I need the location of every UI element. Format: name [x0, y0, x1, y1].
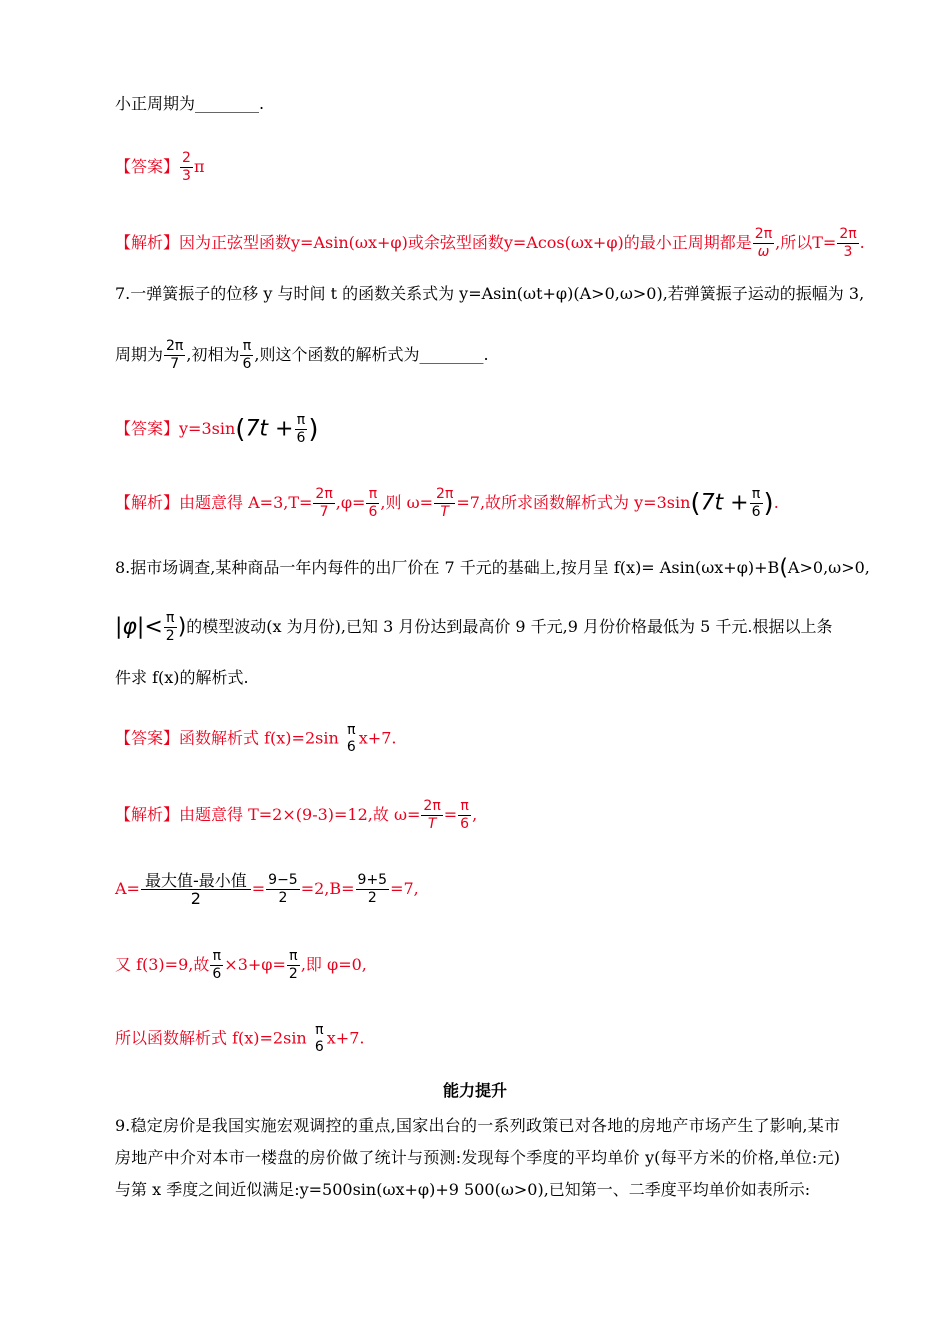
fraction: $\frac{\pi}{6}$	[751, 486, 761, 520]
answer-label: 【答案】	[115, 157, 180, 176]
q9-paragraph: 9.稳定房价是我国实施宏观调控的重点,国家出台的一系列政策已对各地的房地产市场产生了影响,某市房地产中介对本市一楼盘的房价做了统计与预测:发现每个季度的平均单价 y(每平方米的价格,单位:元)与第 x 季度之间近似满足:y=500sin(ωx+φ)+9 500(ω>0),已知第一、二季度平均单价如表所示:	[115, 1116, 840, 1199]
fraction: π 6	[314, 1022, 324, 1055]
q8-line1: 8.据市场调查,某种商品一年内每件的出厂价在 7 千元的基础上,按月呈 f(x)= Asin(ωx+φ)+B(A>0,ω>0,	[115, 555, 870, 581]
fraction: $\frac{9+5}{2}$	[357, 872, 388, 906]
q8-line2: |φ|< $\frac{\pi}{2}$ )的模型波动(x 为月份),已知 3 月份达到最高价 9 千元,9 月份价格最低为 5 千元.根据以上条	[115, 610, 833, 644]
fraction: $\frac{\pi}{6}$	[212, 948, 222, 982]
q7-analysis: 【解析】由题意得 A=3,T= $\frac{2\pi}{7}$ ,φ= $\frac{\pi}{6}$ ,则 ω= $\frac{2\pi}{T}$ =7,故所求函数解析式为 y=3sin(7t + $\frac{\pi}{6}$ ).	[115, 486, 779, 520]
q8-A-line: A= $\frac{\text{最大值-最小值}}{2}$ = $\frac{9-5}{2}$ =2,B= $\frac{9+5}{2}$ =7,	[115, 871, 419, 908]
fraction: $\frac{\pi}{6}$	[296, 412, 306, 446]
fraction: $\frac{\pi}{2}$	[165, 610, 175, 644]
fraction: $\frac{2}{3}$	[182, 150, 191, 184]
fraction: $\frac{9-5}{2}$	[268, 872, 298, 906]
fraction: $\frac{\pi}{6}$	[460, 798, 470, 832]
q8-line3: 件求 f(x)的解析式.	[115, 668, 249, 687]
q7-line2: 周期为 $\frac{2\pi}{7}$ ,初相为 $\frac{\pi}{6}$ ,则这个函数的解析式为________.	[115, 338, 489, 372]
q8-analysis: 【解析】由题意得 T=2×(9-3)=12,故 ω= $\frac{2\pi}{T}$ = $\frac{\pi}{6}$ ,	[115, 798, 478, 832]
q8-answer: 【答案】函数解析式 f(x)=2sin π 6 x+7.	[115, 722, 397, 755]
q7-answer: 【答案】y=3sin(7t + $\frac{\pi}{6}$ )	[115, 412, 319, 446]
fraction: $\frac{\pi}{6}$	[368, 486, 378, 520]
fraction: $\frac{\pi}{6}$	[242, 338, 252, 372]
fraction: $\frac{2\pi}{3}$	[839, 226, 857, 260]
fraction: $\frac{\text{最大值-最小值}}{2}$	[141, 872, 251, 907]
analysis-label: 【解析】	[115, 233, 180, 252]
fraction: π 6	[346, 722, 356, 755]
q8-again-line: 又 f(3)=9,故 $\frac{\pi}{6}$ ×3+φ= $\frac{\pi}{2}$ ,即 φ=0,	[115, 948, 367, 982]
section-heading: 能力提升	[442, 1081, 507, 1100]
fraction: $\frac{2\pi}{T}$	[436, 486, 454, 520]
q6-tail: 小正周期为________.	[115, 94, 265, 113]
fraction: $\frac{2\pi}{7}$	[166, 338, 184, 372]
q8-final-line: 所以函数解析式 f(x)=2sin π 6 x+7.	[115, 1022, 365, 1055]
q6-analysis: 【解析】因为正弦型函数y=Asin(ωx+φ)或余弦型函数y=Acos(ωx+φ)的最小正周期都是 $\frac{2\pi}{\omega}$ ,所以T= $\frac{2\pi}{3}$ .	[115, 226, 865, 260]
fraction: $\frac{2\pi}{\omega}$	[754, 226, 773, 260]
q6-answer: 【答案】 $\frac{2}{3}$ π	[115, 150, 205, 184]
fraction: $\frac{2\pi}{7}$	[315, 486, 333, 520]
q7-line1: 7.一弹簧振子的位移 y 与时间 t 的函数关系式为 y=Asin(ωt+φ)(A>0,ω>0),若弹簧振子运动的振幅为 3,	[115, 284, 865, 303]
fraction: $\frac{\pi}{2}$	[288, 948, 298, 982]
fraction: $\frac{2\pi}{T}$	[423, 798, 441, 832]
